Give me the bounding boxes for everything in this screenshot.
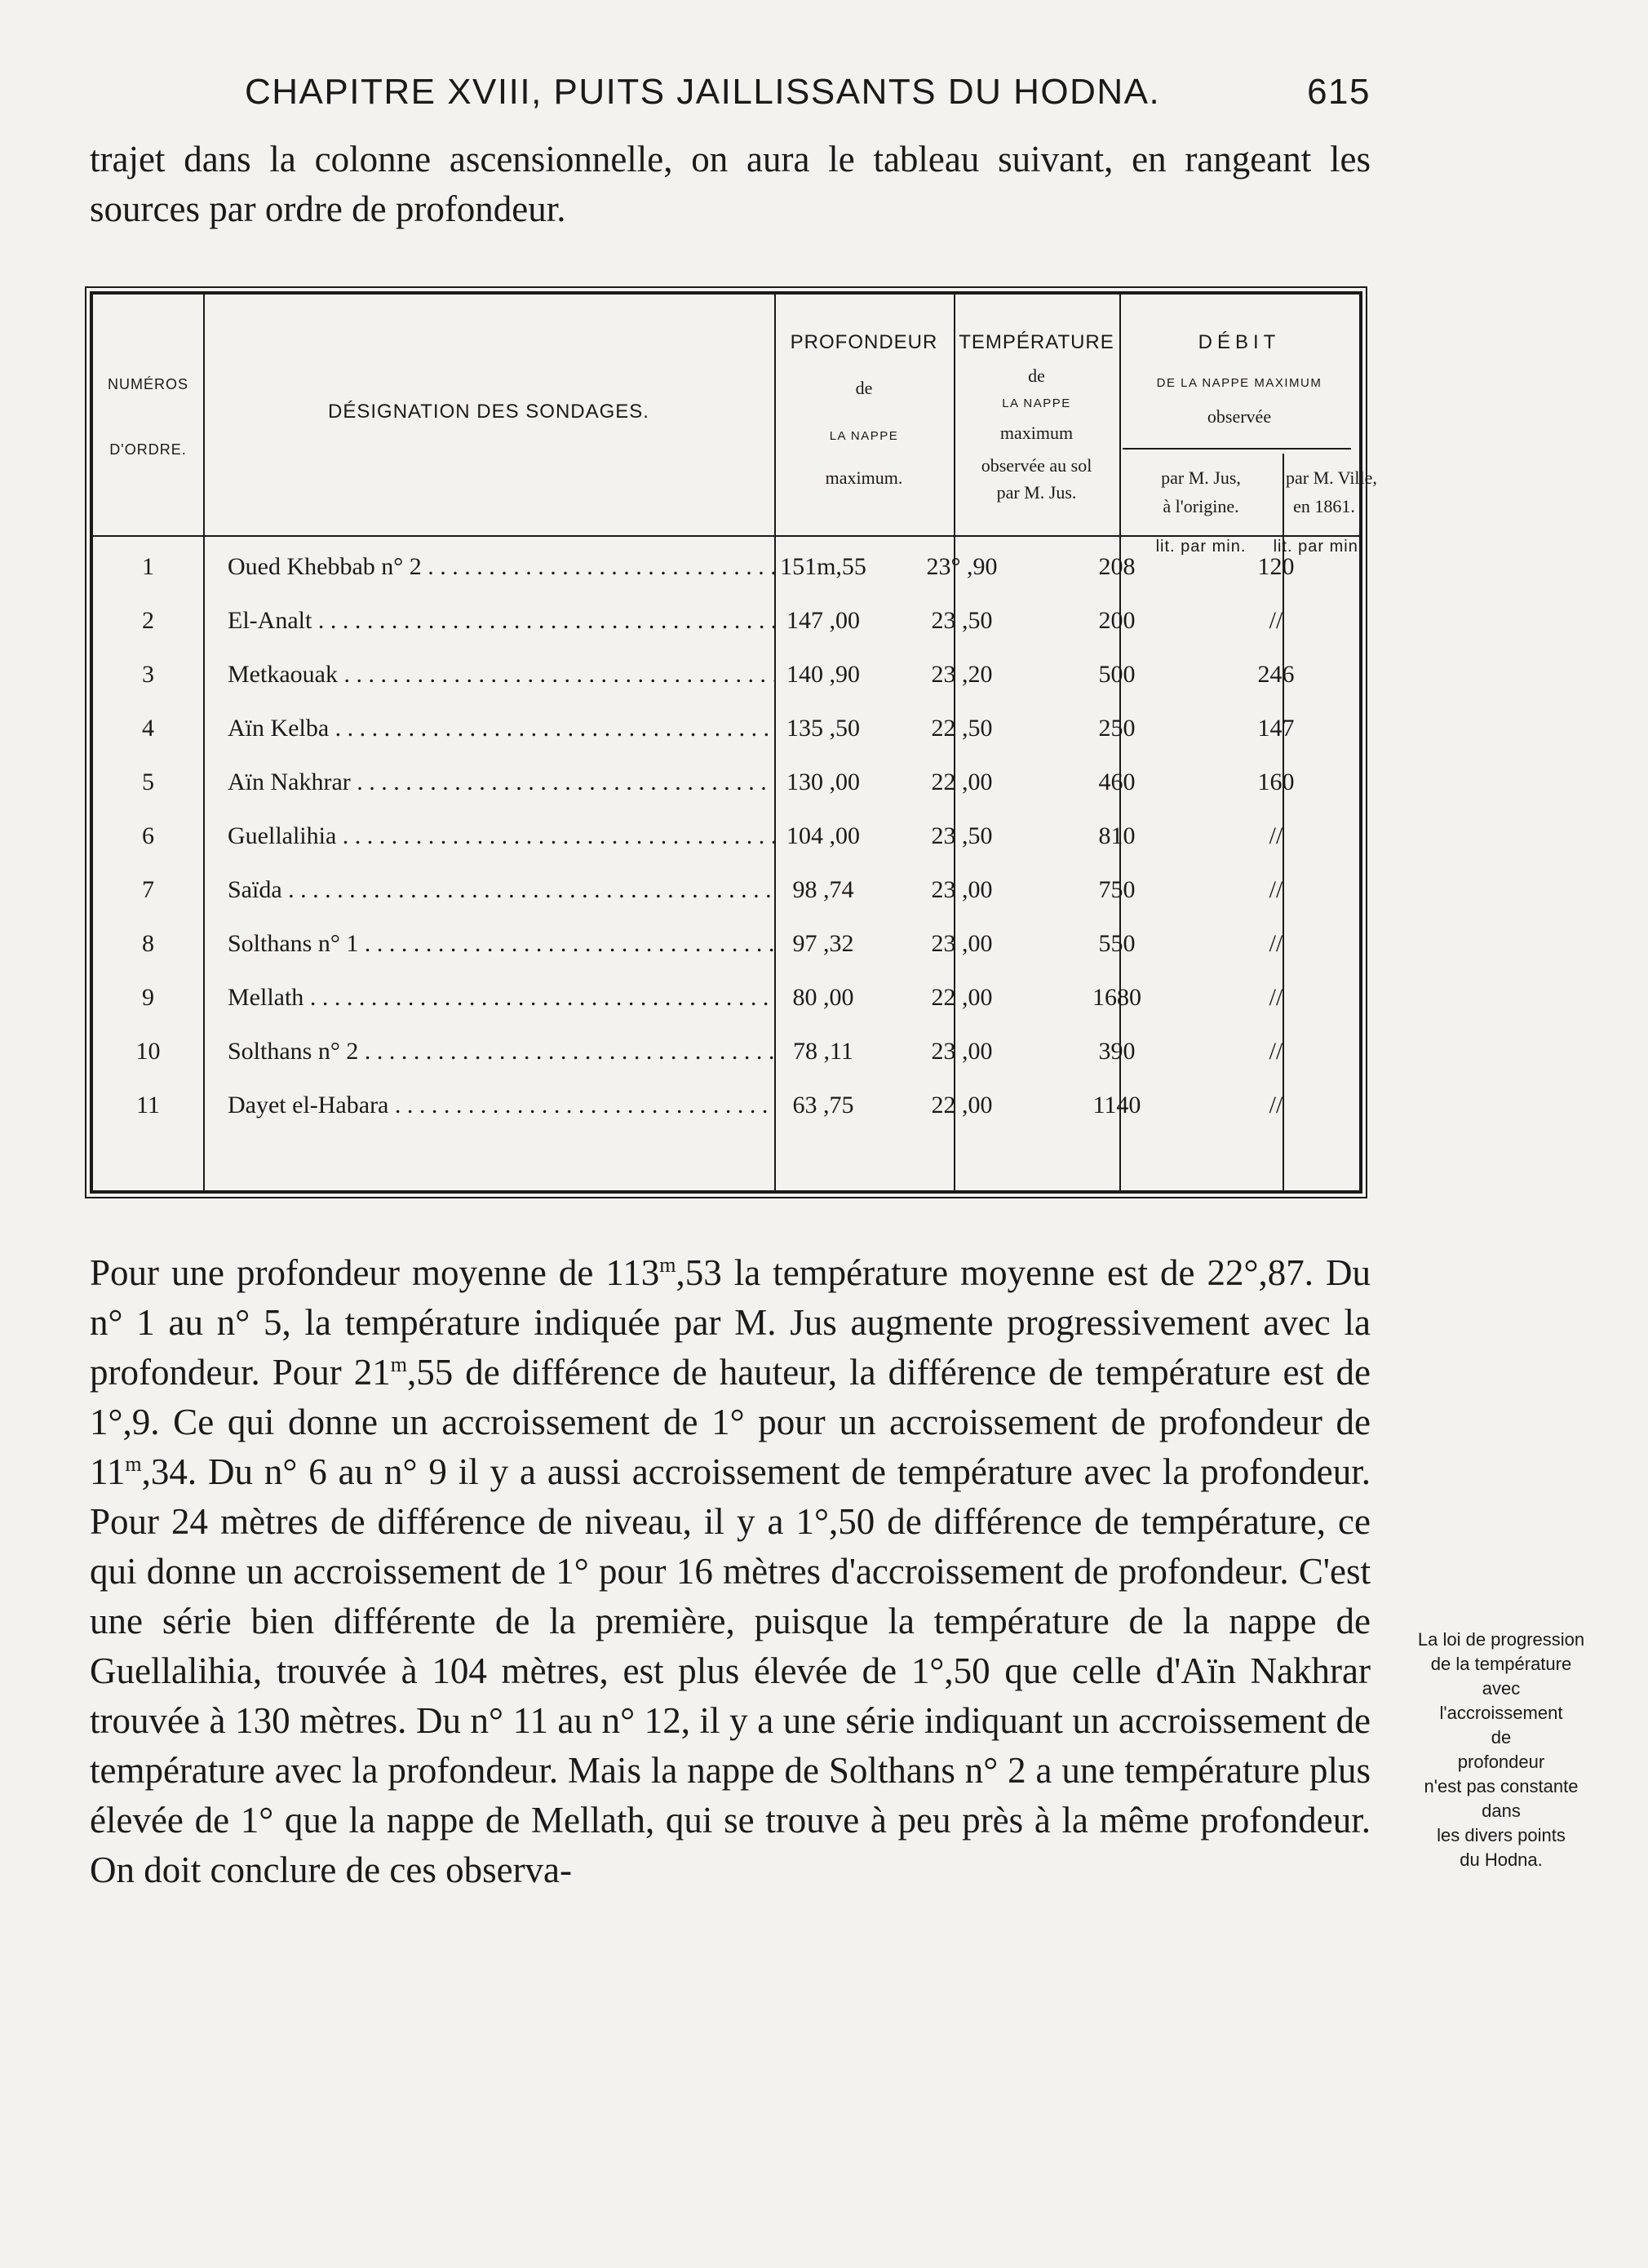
intro-paragraph — [90, 135, 1371, 234]
header-debit-jus: par M. Jus, — [1161, 467, 1241, 488]
row-debit-jus: 750 — [1098, 876, 1136, 903]
row-profondeur: 98 ,74 — [792, 876, 854, 903]
running-header — [245, 72, 1371, 113]
header-designation: DÉSIGNATION DES SONDAGES. — [328, 401, 649, 423]
row-debit-jus: 1140 — [1092, 1092, 1141, 1118]
row-number: 7 — [142, 876, 154, 903]
row-designation: Dayet el-Habara . . . — [228, 1092, 774, 1119]
row-debit-ville: // — [1269, 1092, 1283, 1118]
chapter-title: CHAPITRE XVIII, PUITS JAILLISSANTS DU HODNA. — [245, 72, 1161, 112]
table-row — [93, 920, 1359, 974]
table-row — [93, 543, 1359, 597]
page-number: 615 — [1307, 72, 1371, 112]
margin-note — [1395, 1628, 1607, 1872]
row-temperature: 23 ,50 — [931, 822, 993, 849]
row-designation: Guellalihia . . . — [228, 822, 774, 850]
debit-subrule — [1123, 448, 1351, 450]
row-profondeur: 140 ,90 — [786, 661, 860, 688]
row-profondeur: 63 ,75 — [792, 1092, 854, 1118]
row-debit-jus: 810 — [1098, 822, 1136, 849]
margin-note-line: du Hodna. — [1460, 1849, 1543, 1870]
row-debit-ville: // — [1269, 930, 1283, 957]
header-temperature-jus: par M. Jus. — [996, 482, 1077, 503]
table-row — [93, 705, 1359, 759]
row-debit-jus: 390 — [1098, 1038, 1136, 1065]
body-text — [90, 1248, 1371, 1895]
row-temperature: 23° ,90 — [926, 553, 998, 580]
row-profondeur: 104 ,00 — [786, 822, 860, 849]
row-designation: Oued Khebbab n° 2 . . . — [228, 553, 774, 581]
row-profondeur: 135 ,50 — [786, 715, 860, 742]
table-row — [93, 597, 1359, 651]
margin-note-line: profondeur — [1457, 1752, 1545, 1772]
row-debit-ville: 246 — [1257, 661, 1295, 688]
row-designation: El-Analt . . . — [228, 607, 774, 635]
row-temperature: 23 ,50 — [931, 607, 993, 634]
margin-note-line: n'est pas constante — [1424, 1776, 1579, 1796]
header-debit-observee: observée — [1207, 406, 1272, 427]
table-row — [93, 651, 1359, 705]
header-temperature-de: de — [1028, 365, 1045, 386]
row-profondeur: 151m,55 — [780, 553, 866, 580]
table-row — [93, 1028, 1359, 1082]
body-segment: ,34. Du n° 6 au n° 9 il y a aussi accroissement de température avec la profondeur. Pour 24 mètres de différence de niveau, il y a 1°,50 de différence de température, ce qui donne un accroissement de 1° pour 16 mètres d'accroissement de profondeur. C'est une série bien différente de la première, puisque la température de la nappe de Guellalihia, trouvée à 104 mètres, est plus élevée de 1°,50 que celle d'Aïn Nakhrar trouvée à 130 mètres. Du n° 11 au n° 12, il y a une série indiquant un accroissement de température avec la profondeur. Mais la nappe de Solthans n° 2 a une température plus élevée de 1° que la nappe de Mellath, qui se trouve à peu près à la même profondeur. On doit conclure de ces observa- — [90, 1451, 1371, 1890]
row-designation: Aïn Nakhrar . . . — [228, 769, 774, 796]
header-debit: DÉBIT — [1198, 331, 1281, 353]
row-debit-ville: // — [1269, 822, 1283, 849]
row-profondeur: 80 ,00 — [792, 984, 854, 1011]
row-number: 5 — [142, 769, 154, 795]
row-temperature: 23 ,20 — [931, 661, 993, 688]
row-debit-ville: // — [1269, 984, 1283, 1011]
table-row — [93, 759, 1359, 813]
header-profondeur-max: maximum. — [825, 467, 903, 488]
row-temperature: 22 ,50 — [931, 715, 993, 742]
table-row — [93, 813, 1359, 866]
row-temperature: 22 ,00 — [931, 984, 993, 1011]
header-debit-nappe: DE LA NAPPE MAXIMUM — [1156, 376, 1322, 390]
header-numeros: NUMÉROS — [107, 376, 188, 392]
header-debit-ville: par M. Ville, — [1286, 467, 1377, 488]
row-number: 1 — [142, 553, 154, 580]
header-temperature: TEMPÉRATURE — [959, 331, 1114, 353]
row-profondeur: 130 ,00 — [786, 769, 860, 795]
row-debit-ville: 147 — [1257, 715, 1295, 742]
row-designation: Aïn Kelba . . . — [228, 715, 774, 742]
row-temperature: 22 ,00 — [931, 769, 993, 795]
margin-note-line: les divers points — [1437, 1825, 1566, 1845]
header-debit-jus-origine: à l'origine. — [1163, 496, 1239, 516]
row-debit-jus: 1680 — [1092, 984, 1141, 1011]
row-debit-ville: // — [1269, 1038, 1283, 1065]
row-debit-ville: 120 — [1257, 553, 1295, 580]
row-debit-ville: 160 — [1257, 769, 1295, 795]
row-number: 11 — [136, 1092, 160, 1118]
row-temperature: 23 ,00 — [931, 930, 993, 957]
margin-note-line: dans — [1482, 1801, 1521, 1821]
row-number: 8 — [142, 930, 154, 957]
row-designation: Saïda . . . — [228, 876, 774, 904]
row-number: 3 — [142, 661, 154, 688]
table-row — [93, 974, 1359, 1028]
unit-superscript: m — [659, 1253, 676, 1277]
row-designation: Metkaouak . . . — [228, 661, 774, 689]
unit-jus: lit. par min. — [1155, 538, 1247, 556]
header-ordre: D'ORDRE. — [109, 441, 187, 458]
row-debit-jus: 208 — [1098, 553, 1136, 580]
table-row — [93, 1082, 1359, 1136]
header-profondeur: PROFONDEUR — [790, 331, 938, 353]
header-profondeur-nappe: LA NAPPE — [829, 429, 899, 443]
row-profondeur: 147 ,00 — [786, 607, 860, 634]
row-debit-jus: 460 — [1098, 769, 1136, 795]
table-body — [93, 543, 1359, 1136]
row-number: 4 — [142, 715, 154, 742]
row-number: 9 — [142, 984, 154, 1011]
row-profondeur: 78 ,11 — [793, 1038, 853, 1065]
row-temperature: 22 ,00 — [931, 1092, 993, 1118]
margin-note-line: l'accroissement — [1439, 1703, 1563, 1723]
margin-note-line: de la température — [1430, 1654, 1572, 1674]
row-designation: Solthans n° 1 . . . — [228, 930, 774, 958]
unit-superscript: m — [390, 1353, 407, 1376]
row-debit-ville: // — [1269, 607, 1283, 634]
body-segment: Pour une profondeur moyenne de 113 — [90, 1252, 660, 1293]
margin-note-line: avec — [1482, 1678, 1521, 1699]
body-segment: ,53 la température moyenne est de 22°,87. Du n° 1 au n° 5, la température indiquée par M. Jus augmente progressivement avec la profondeur. Pour 21 — [90, 1252, 1371, 1393]
header-temperature-max: maximum — [999, 423, 1074, 443]
header-temperature-nappe: LA NAPPE — [1002, 396, 1071, 410]
row-debit-jus: 500 — [1098, 661, 1136, 688]
row-number: 6 — [142, 822, 154, 849]
body-segment: ,55 de différence de hauteur, la différence de température est de 1°,9. Ce qui donne un accroissement de 1° pour un accroissement de profondeur de 11 — [90, 1352, 1371, 1492]
row-debit-jus: 550 — [1098, 930, 1136, 957]
row-profondeur: 97 ,32 — [792, 930, 854, 957]
row-temperature: 23 ,00 — [931, 876, 993, 903]
header-rule — [93, 535, 1359, 537]
margin-note-line: La loi de progression — [1417, 1629, 1585, 1650]
row-debit-ville: // — [1269, 876, 1283, 903]
row-temperature: 23 ,00 — [931, 1038, 993, 1065]
row-debit-jus: 200 — [1098, 607, 1136, 634]
header-debit-ville-annee: en 1861. — [1293, 496, 1355, 516]
row-number: 2 — [142, 607, 154, 634]
row-debit-jus: 250 — [1098, 715, 1136, 742]
table-row — [93, 866, 1359, 920]
unit-ville: lit. par min. — [1273, 538, 1364, 556]
unit-superscript: m — [125, 1452, 142, 1476]
margin-note-line: de — [1491, 1727, 1512, 1748]
header-profondeur-de: de — [855, 378, 873, 398]
row-designation: Mellath . . . — [228, 984, 774, 1012]
soundings-table — [90, 291, 1377, 1194]
intro-text: trajet dans la colonne ascensionnelle, on aura le tableau suivant, en rangeant les sources par ordre de profondeur. — [90, 139, 1371, 229]
row-number: 10 — [135, 1038, 161, 1065]
header-temperature-sol: observée au sol — [981, 455, 1092, 476]
body-paragraph — [90, 1248, 1371, 1895]
row-designation: Solthans n° 2 . . . — [228, 1038, 774, 1065]
